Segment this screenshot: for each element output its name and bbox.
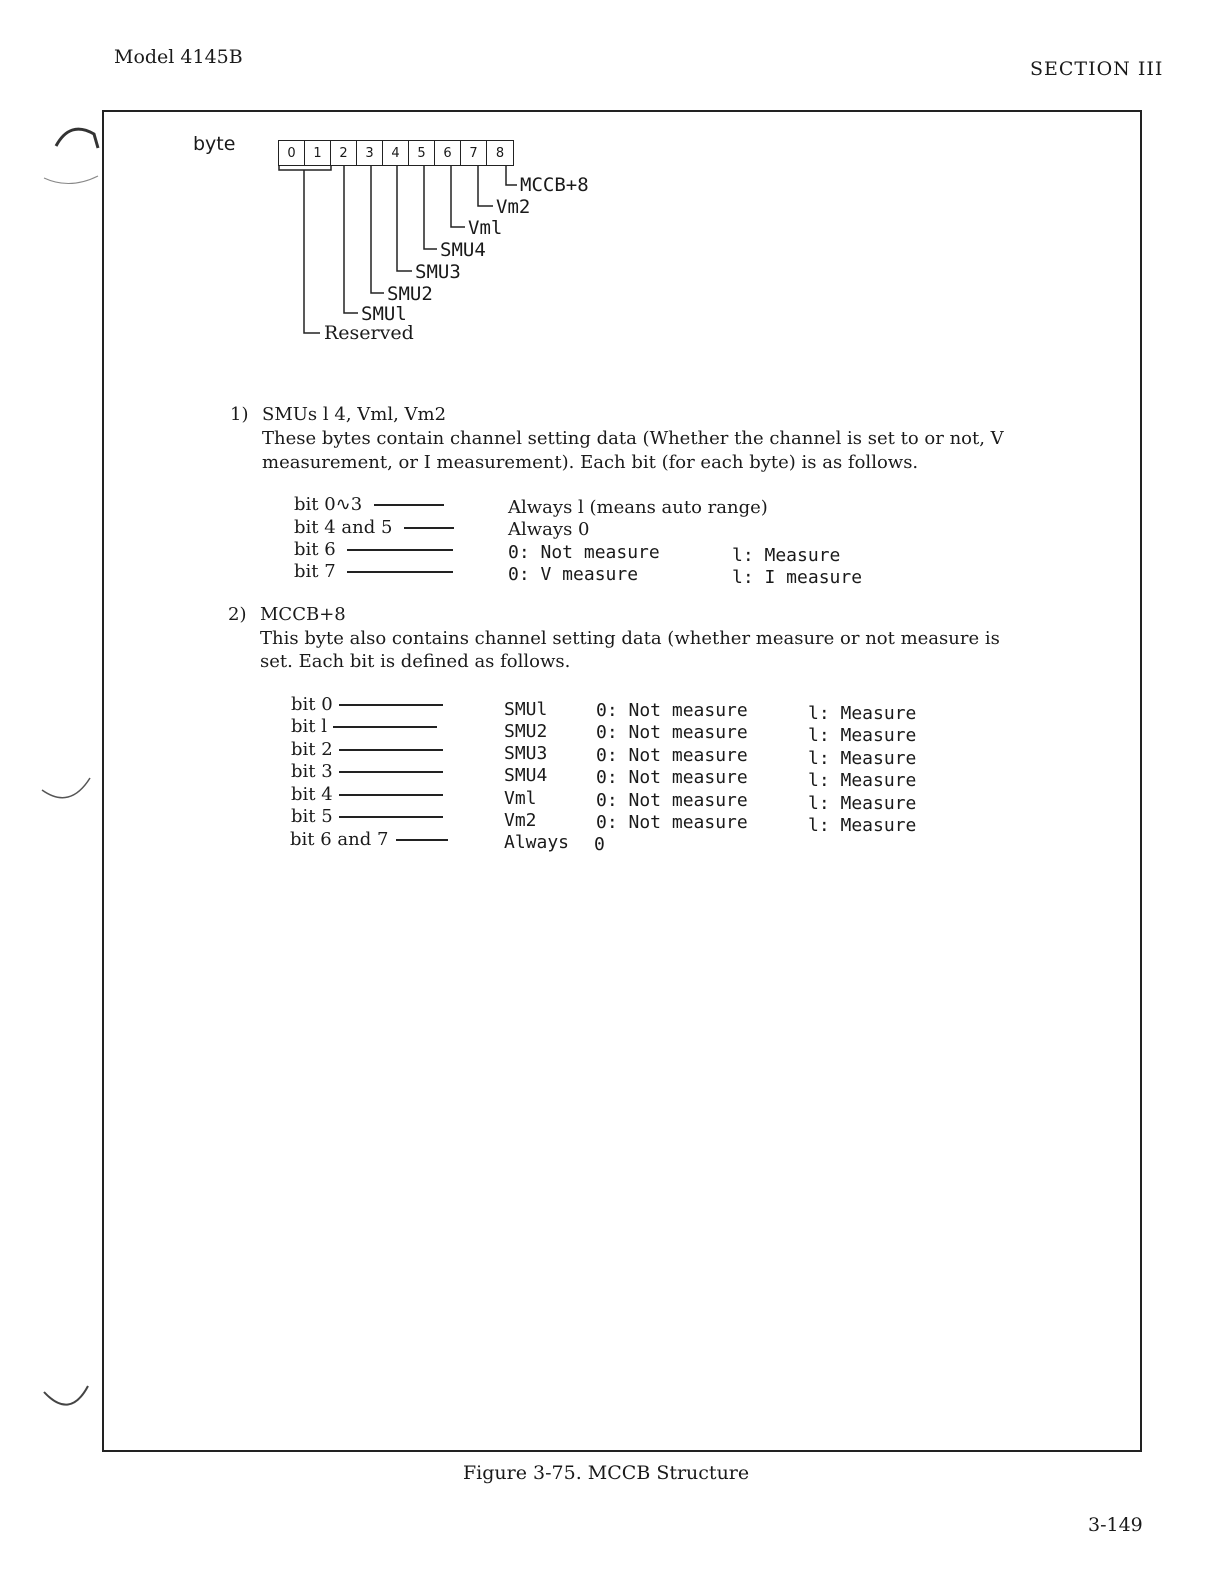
item2-text-line2: set. Each bit is defined as follows. [260, 651, 571, 672]
value-zero: 0: Not measure [596, 745, 748, 766]
bit-label: bit l [291, 716, 327, 737]
leader-dash [333, 726, 437, 728]
leader-mccb8: MCCB+8 [520, 174, 589, 196]
item2-row [290, 829, 448, 850]
bit-cell: 7 [461, 141, 487, 165]
leader-dash [347, 571, 453, 573]
bit-label: bit 0∿3 [294, 494, 363, 515]
bit-label: bit 3 [291, 761, 333, 782]
bit-cell: 2 [331, 141, 357, 165]
leader-smu2: SMU2 [387, 283, 433, 305]
value-one: l: Measure [808, 725, 917, 746]
leader-vm1: Vml [468, 217, 503, 239]
item1-val: l: Measure [732, 545, 841, 566]
value-one: l: Measure [808, 793, 917, 814]
page-number: 3-149 [1088, 1514, 1143, 1536]
leader-smu4: SMU4 [440, 239, 486, 261]
bit-label: bit 5 [291, 806, 333, 827]
value-one: l: Measure [808, 815, 917, 836]
item1-desc: Always 0 [508, 519, 590, 540]
item1-text-line1: These bytes contain channel setting data (Whether the channel is set to or not, V [262, 428, 1004, 449]
item1-desc: 0: Not measure [508, 542, 660, 563]
value-one: l: Measure [808, 770, 917, 791]
bit-label: bit 4 and 5 [294, 517, 393, 538]
item1-row [294, 494, 444, 515]
bit-label: bit 6 and 7 [290, 829, 389, 850]
section-header: SECTION III [1030, 58, 1164, 80]
item2-row [291, 739, 443, 760]
channel-name: Vml [504, 788, 537, 809]
leader-dash [339, 816, 443, 818]
leader-reserved: Reserved [324, 322, 414, 344]
bit-label: bit 6 [294, 539, 336, 560]
scan-artifacts [40, 110, 110, 1430]
item2-text-line1: This byte also contains channel setting data (whether measure or not measure is [260, 628, 1000, 649]
item2-number: 2) [228, 604, 247, 625]
value-zero: 0 [594, 834, 605, 855]
item1-text-line2: measurement, or I measurement). Each bit (for each byte) is as follows. [262, 452, 919, 473]
value-zero: 0: Not measure [596, 812, 748, 833]
leader-dash [404, 527, 454, 529]
channel-name: SMU2 [504, 721, 548, 742]
bit-cell: 1 [305, 141, 331, 165]
bit-cell: 4 [383, 141, 409, 165]
bit-label: bit 2 [291, 739, 333, 760]
bit-leader-lines [0, 0, 1224, 400]
item1-val: l: I measure [732, 567, 863, 588]
channel-name: SMUl [504, 699, 548, 720]
item1-desc: 0: V measure [508, 564, 639, 585]
leader-dash [339, 771, 443, 773]
leader-dash [347, 549, 453, 551]
value-zero: 0: Not measure [596, 700, 748, 721]
item1-desc: Always l (means auto range) [508, 497, 768, 518]
bit-cell: 3 [357, 141, 383, 165]
bit-cell: 8 [495, 145, 505, 161]
leader-dash [339, 749, 443, 751]
value-one: l: Measure [808, 748, 917, 769]
bit-cell: 6 [435, 141, 461, 165]
item2-row [291, 806, 443, 827]
item1-row [294, 517, 454, 538]
bit-cell: 0 [279, 141, 305, 165]
model-header: Model 4145B [114, 46, 243, 68]
byte-label: byte [193, 133, 236, 155]
leader-dash [339, 704, 443, 706]
leader-vm2: Vm2 [496, 196, 531, 218]
item1-row [294, 561, 453, 582]
item2-row [291, 784, 443, 805]
value-zero: 0: Not measure [596, 722, 748, 743]
item2-title: MCCB+8 [260, 604, 346, 625]
channel-name: SMU3 [504, 743, 548, 764]
figure-caption: Figure 3-75. MCCB Structure [463, 1462, 750, 1484]
value-zero: 0: Not measure [596, 767, 748, 788]
leader-dash [339, 794, 443, 796]
item2-row [291, 716, 437, 737]
item1-title: SMUs l 4, Vml, Vm2 [262, 404, 447, 425]
channel-name: SMU4 [504, 765, 548, 786]
leader-smu3: SMU3 [415, 261, 461, 283]
value-one: l: Measure [808, 703, 917, 724]
leader-dash [374, 504, 444, 506]
item1-row [294, 539, 453, 560]
bit-label: bit 4 [291, 784, 333, 805]
leader-smu1: SMUl [361, 303, 407, 325]
value-zero: 0: Not measure [596, 790, 748, 811]
item1-number: 1) [230, 404, 249, 425]
bit-label: bit 7 [294, 561, 336, 582]
leader-dash [396, 839, 448, 841]
bit-label: bit 0 [291, 694, 333, 715]
item2-row [291, 761, 443, 782]
channel-name: Always [504, 832, 570, 853]
bit-cell: 5 [409, 141, 435, 165]
item2-row [291, 694, 443, 715]
channel-name: Vm2 [504, 810, 537, 831]
